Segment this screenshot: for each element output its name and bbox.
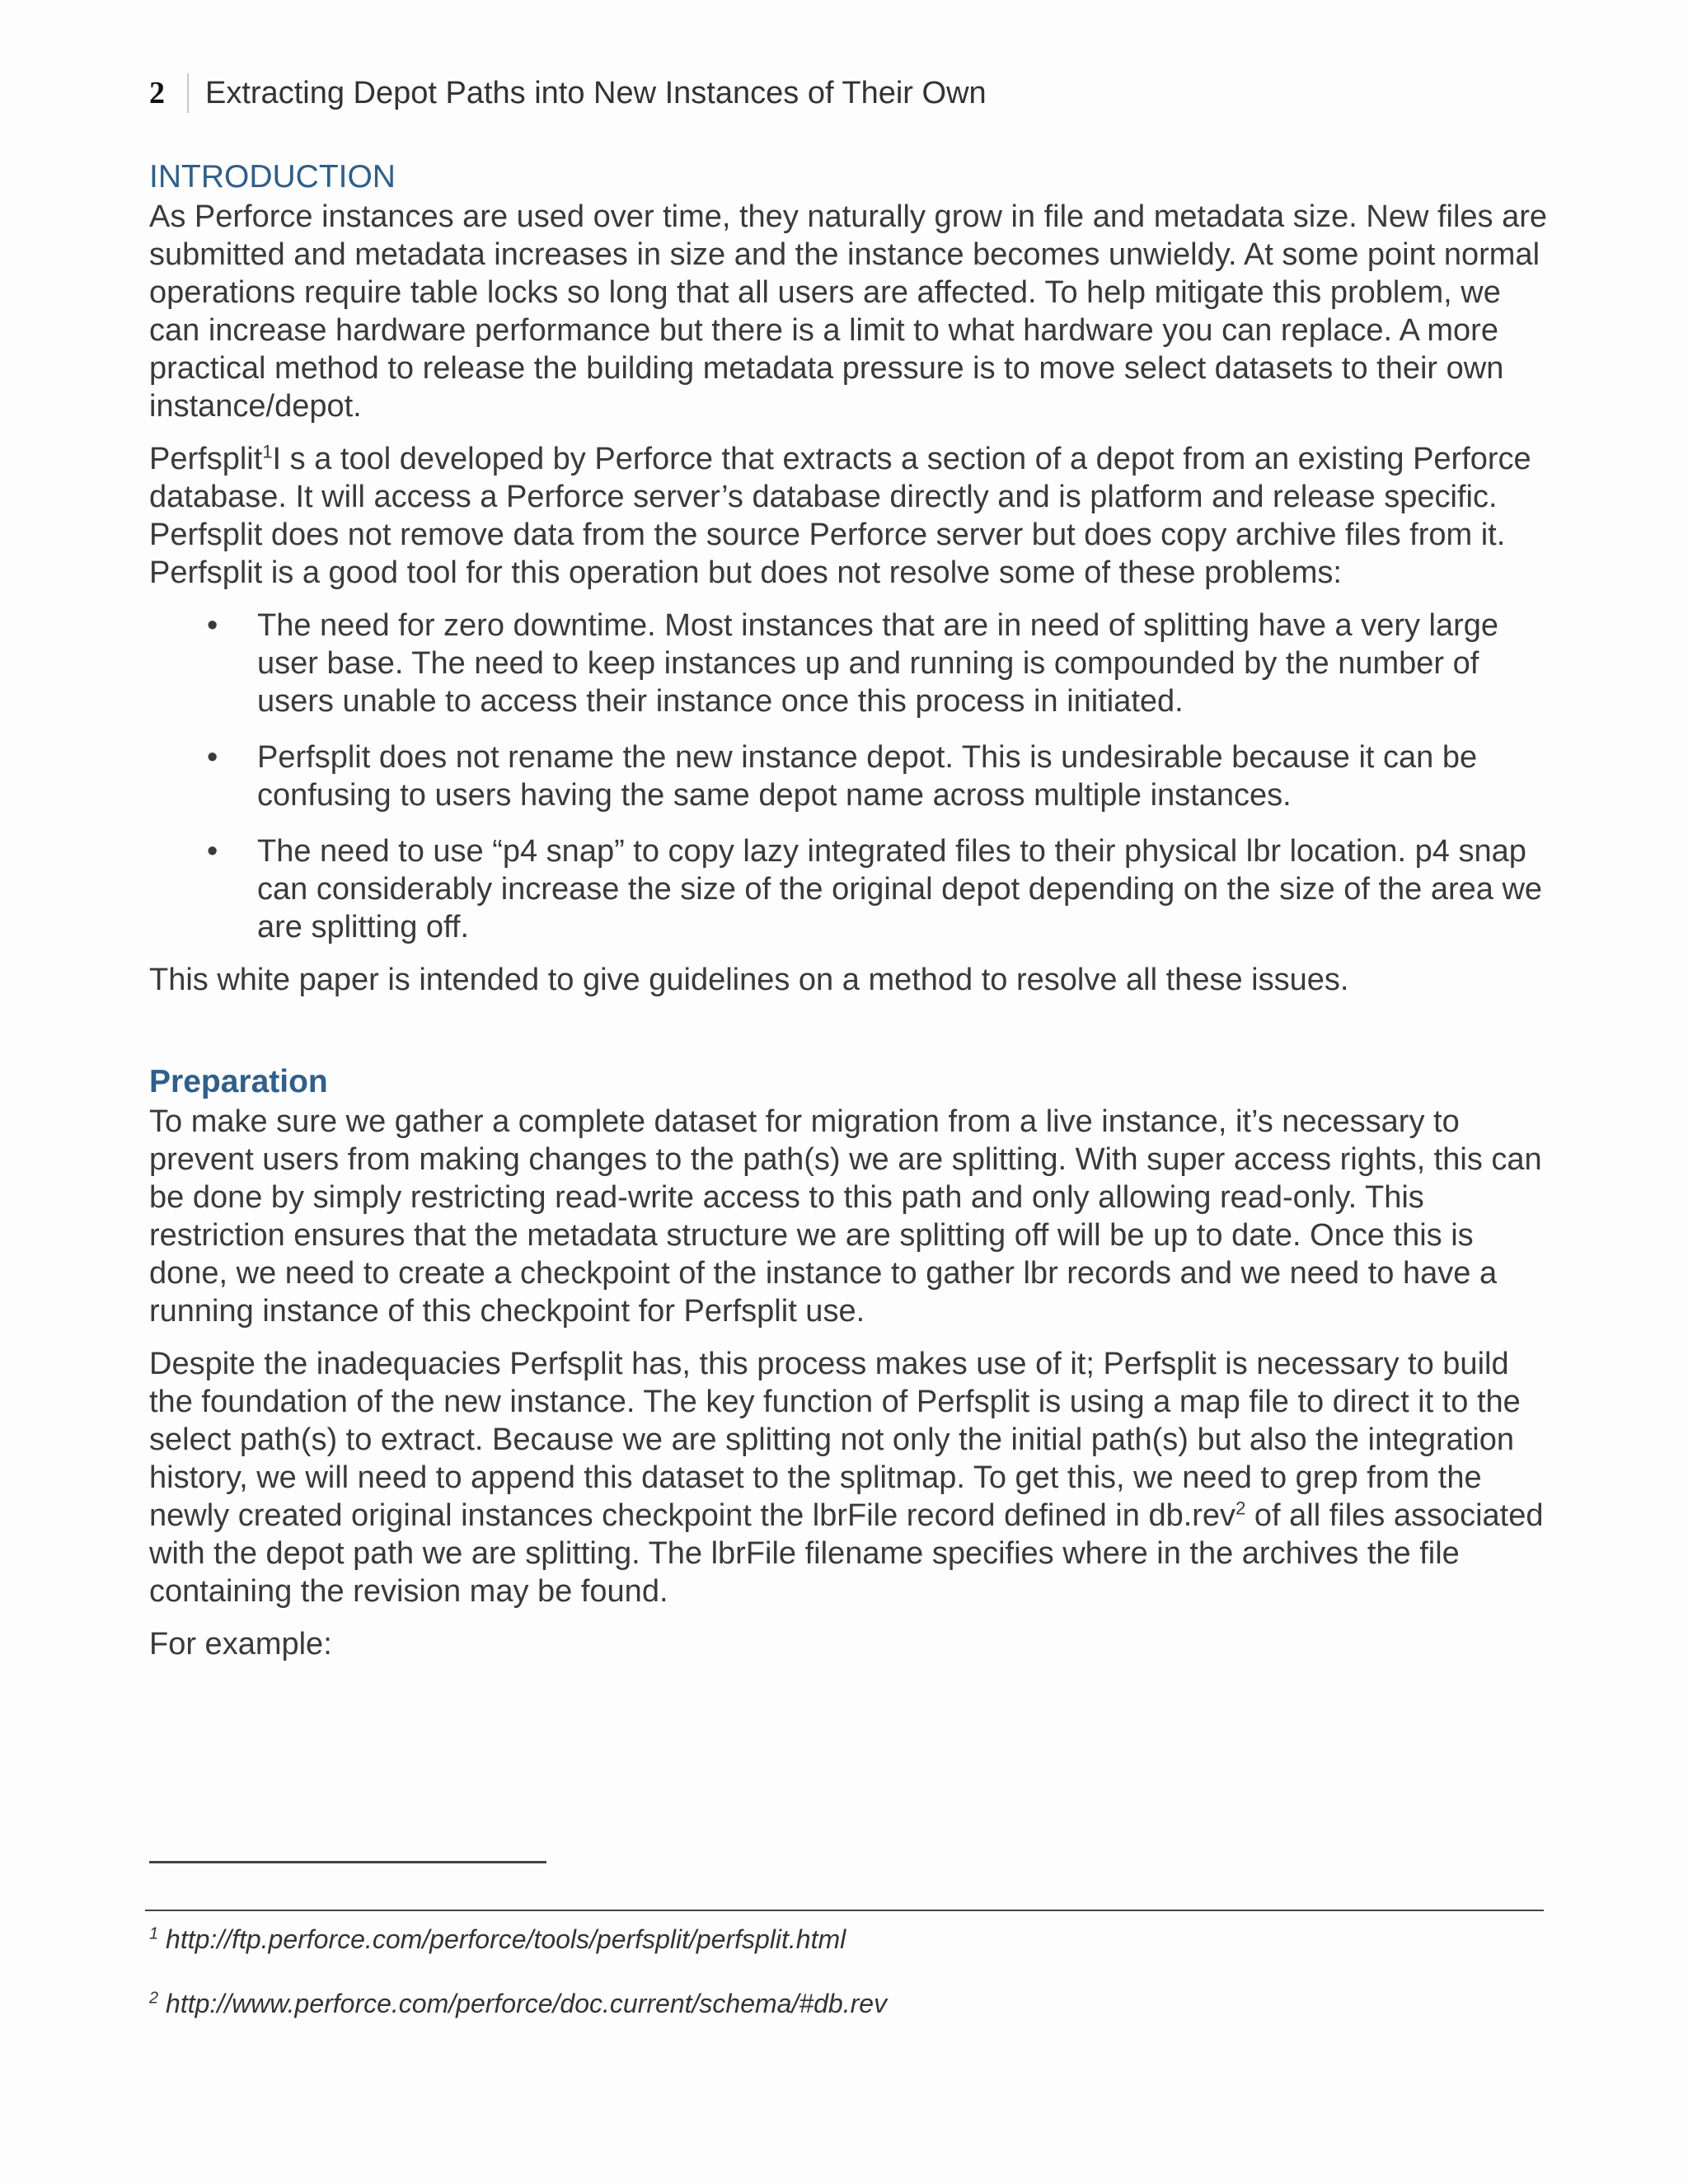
page-header: [149, 71, 987, 115]
body-content: [149, 157, 1550, 1663]
footnote-ref-1[interactable]: 1: [262, 441, 273, 462]
header-divider: [187, 73, 189, 113]
intro-paragraph-2: [149, 440, 1550, 592]
page-number: 2: [149, 76, 165, 110]
footnote-separator: [149, 1861, 546, 1863]
list-item: [149, 832, 1550, 946]
intro-paragraph-3: This white paper is intended to give guidelines on a method to resolve all these issues.: [149, 963, 1349, 997]
bullet: •: [207, 608, 218, 643]
footnote-1: [149, 1924, 846, 1955]
running-title: Extracting Depot Paths into New Instances of Their Own: [205, 75, 987, 110]
preparation-heading: Preparation: [149, 1064, 328, 1099]
intro-paragraph-1: As Perforce instances are used over time, they naturally grow in file and metadata size. New files are submitted and metadata increases in size and the instance becomes unwieldy. At some point normal operations require table locks so long that all users are affected. To help mitigate this problem, we can increase hardware performance but there is a limit to what hardware you can replace. A more practical method to release the building metadata pressure is to move select datasets to their own instance/depot.: [149, 199, 1548, 424]
perfsplit-term: Perfsplit: [149, 442, 263, 476]
footnote-ref-2[interactable]: 2: [1236, 1497, 1246, 1519]
preparation-paragraph-2-text-cont: of all files associated with the depot path we are splitting. The lbrFile filename specifies where in the archives the file containing the revision may be found.: [149, 1498, 1544, 1609]
footnote-link[interactable]: http://www.perforce.com/perforce/doc.current/schema/#db.rev: [166, 1989, 888, 2018]
list-item-text: The need to use “p4 snap” to copy lazy integrated files to their physical lbr location. p4 snap can considerably increase the size of the original depot depending on the size of the area we are splitting off.: [257, 834, 1543, 944]
preparation-paragraph-2: [149, 1345, 1550, 1610]
list-item-text: Perfsplit does not rename the new instance depot. This is undesirable because it can be confusing to users having the same depot name across multiple instances.: [257, 740, 1478, 813]
footnote-mark: 2: [149, 1989, 159, 2008]
list-item: [149, 738, 1550, 814]
preparation-paragraph-3: For example:: [149, 1627, 332, 1661]
preparation-paragraph-2-text: Despite the inadequacies Perfsplit has, this process makes use of it; Perfsplit is necessary to build the foundation of the new instance. The key function of Perfsplit is using a map file to direct it to the select path(s) to extract. Because we are splitting not only the initial path(s) but also the integration history, we will need to append this dataset to the splitmap. To get this, we need to grep from the newly created original instances checkpoint the lbrFile record defined in db.rev: [149, 1347, 1521, 1533]
intro-heading: INTRODUCTION: [149, 159, 396, 194]
footnote-mark: 1: [149, 1924, 159, 1943]
bullet: •: [207, 834, 218, 869]
list-item: [149, 607, 1550, 720]
bullet: •: [207, 740, 218, 775]
issue-list: [149, 607, 1550, 946]
preparation-paragraph-1: To make sure we gather a complete dataset for migration from a live instance, it’s necessary to prevent users from making changes to the path(s) we are splitting. With super access rights, this can be done by simply restricting read-write access to this path and only allowing read-only. This restriction ensures that the metadata structure we are splitting off will be up to date. Once this is done, we need to create a checkpoint of the instance to gather lbr records and we need to have a running instance of this checkpoint for Perfsplit use.: [149, 1104, 1542, 1329]
list-item-text: The need for zero downtime. Most instances that are in need of splitting have a very large user base. The need to keep instances up and running is compounded by the number of users unable to access their instance once this process in initiated.: [257, 608, 1499, 719]
footnote-rule: [145, 1910, 1544, 1911]
footnote-link[interactable]: http://ftp.perforce.com/perforce/tools/perfsplit/perfsplit.html: [166, 1924, 846, 1954]
footnote-2: [149, 1989, 887, 2019]
intro-paragraph-2-text: I s a tool developed by Perforce that extracts a section of a depot from an existing Perforce database. It will access a Perforce server’s database directly and is platform and release specific. Perfsplit does not remove data from the source Perforce server but does copy archive files from it. Perfsplit is a good tool for this operation but does not resolve some of these problems:: [149, 442, 1531, 590]
